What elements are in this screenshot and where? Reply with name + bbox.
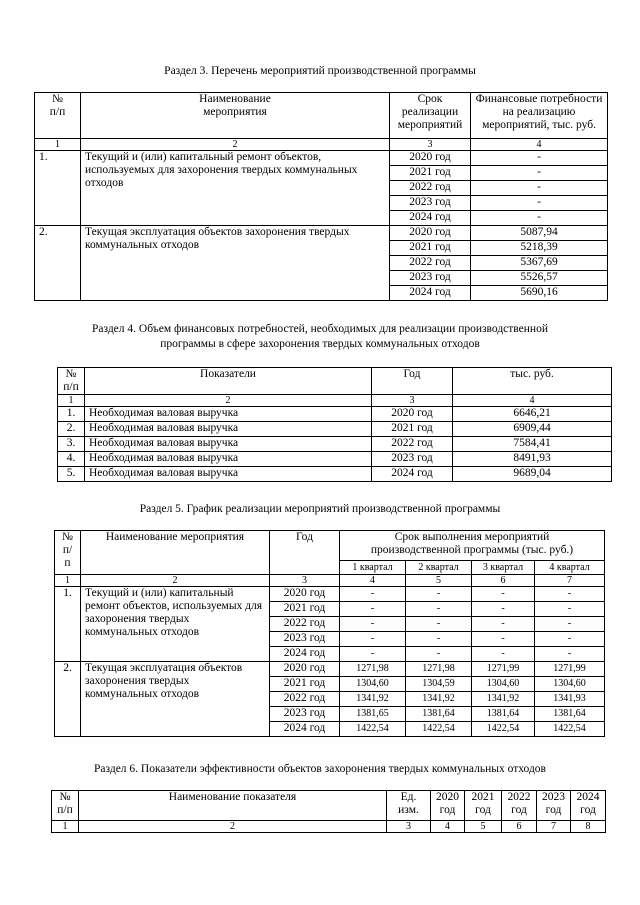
- s3-year: 2022 год: [390, 256, 471, 271]
- s3-colnum: 1: [35, 139, 81, 151]
- s4-row-num: 3.: [58, 437, 85, 452]
- s5-q-value: -: [406, 632, 472, 647]
- s6-header-name: Наименование показателя: [79, 791, 387, 821]
- s5-year: 2023 год: [270, 707, 340, 722]
- s5-q-value: 1381,64: [535, 707, 605, 722]
- s5-q-value: -: [340, 617, 406, 632]
- s3-value: 5218,39: [471, 241, 608, 256]
- s3-value: 5367,69: [471, 256, 608, 271]
- s5-year: 2021 год: [270, 602, 340, 617]
- s3-year: 2024 год: [390, 211, 471, 226]
- s5-q-value: 1422,54: [406, 722, 472, 737]
- s3-row-name: Текущий и (или) капитальный ремонт объектов, используемых для захоронения твердых коммунальных отходов: [81, 151, 390, 226]
- section3-table: [34, 92, 608, 301]
- s3-value: 5526,57: [471, 271, 608, 286]
- s4-row-name: Необходимая валовая выручка: [85, 422, 372, 437]
- s4-row-value: 8491,93: [453, 452, 612, 467]
- s3-year: 2020 год: [390, 226, 471, 241]
- s5-q-value: -: [406, 587, 472, 602]
- s5-row-num: 1.: [55, 587, 81, 662]
- s5-q-value: -: [340, 632, 406, 647]
- s5-quarter: 1 квартал: [340, 561, 406, 575]
- s3-colnum: 3: [390, 139, 471, 151]
- s4-row-num: 5.: [58, 467, 85, 482]
- s3-row-num: 1.: [35, 151, 81, 226]
- s5-q-value: -: [535, 587, 605, 602]
- s5-q-value: -: [406, 647, 472, 662]
- s5-q-value: 1271,98: [406, 662, 472, 677]
- s6-header-num: № п/п: [52, 791, 79, 821]
- s6-colnum: 1: [52, 821, 79, 833]
- s4-row-year: 2024 год: [372, 467, 453, 482]
- s5-q-value: -: [472, 602, 535, 617]
- s4-row-name: Необходимая валовая выручка: [85, 437, 372, 452]
- s3-year: 2021 год: [390, 241, 471, 256]
- s5-quarter: 4 квартал: [535, 561, 605, 575]
- s5-q-value: -: [340, 587, 406, 602]
- s5-year: 2020 год: [270, 662, 340, 677]
- s6-colnum: 4: [431, 821, 465, 833]
- s3-year: 2023 год: [390, 271, 471, 286]
- s5-year: 2021 год: [270, 677, 340, 692]
- s6-header-year: 2022 год: [502, 791, 537, 821]
- s3-year: 2024 год: [390, 286, 471, 301]
- s4-row-year: 2020 год: [372, 407, 453, 422]
- s5-header-schedule: Срок выполнения мероприятий производственной программы (тыс. руб.): [340, 531, 605, 561]
- s5-q-value: -: [472, 647, 535, 662]
- s5-colnum: 4: [340, 575, 406, 587]
- s4-row-name: Необходимая валовая выручка: [85, 407, 372, 422]
- s4-header-year: Год: [372, 368, 453, 395]
- s5-q-value: 1304,60: [340, 677, 406, 692]
- s4-row-name: Необходимая валовая выручка: [85, 452, 372, 467]
- s5-q-value: -: [535, 632, 605, 647]
- section6-title: Раздел 6. Показатели эффективности объектов захоронения твердых коммунальных отходов: [94, 763, 546, 775]
- s5-q-value: 1422,54: [340, 722, 406, 737]
- s5-q-value: 1271,99: [535, 662, 605, 677]
- s6-colnum: 5: [465, 821, 502, 833]
- s6-header-year: 2024 год: [571, 791, 606, 821]
- s3-colnum: 2: [81, 139, 390, 151]
- section5-title: Раздел 5. График реализации мероприятий производственной программы: [139, 503, 501, 515]
- s5-year: 2022 год: [270, 692, 340, 707]
- s5-quarter: 3 квартал: [472, 561, 535, 575]
- s3-header-name: Наименование мероприятия: [81, 93, 390, 139]
- s4-row-num: 4.: [58, 452, 85, 467]
- s5-q-value: 1271,99: [472, 662, 535, 677]
- s6-header-year: 2021 год: [465, 791, 502, 821]
- s4-row-num: 2.: [58, 422, 85, 437]
- s5-colnum: 6: [472, 575, 535, 587]
- s5-q-value: -: [340, 647, 406, 662]
- s5-q-value: 1304,60: [535, 677, 605, 692]
- s5-q-value: -: [472, 587, 535, 602]
- s5-q-value: 1381,65: [340, 707, 406, 722]
- s5-row-num: 2.: [55, 662, 81, 737]
- s6-header-year: 2023 год: [537, 791, 571, 821]
- s5-q-value: 1341,92: [472, 692, 535, 707]
- s5-q-value: 1304,59: [406, 677, 472, 692]
- s5-header-name: Наименование мероприятия: [81, 531, 270, 575]
- s5-q-value: 1422,54: [472, 722, 535, 737]
- s5-q-value: -: [535, 617, 605, 632]
- s5-colnum: 3: [270, 575, 340, 587]
- s4-header-num: № п/п: [58, 368, 85, 395]
- s5-q-value: 1341,92: [340, 692, 406, 707]
- s6-header-unit: Ед. изм.: [387, 791, 431, 821]
- s4-colnum: 2: [85, 395, 372, 407]
- s5-colnum: 2: [81, 575, 270, 587]
- s4-row-year: 2023 год: [372, 452, 453, 467]
- s5-q-value: -: [535, 602, 605, 617]
- s5-q-value: -: [406, 602, 472, 617]
- s6-colnum: 8: [571, 821, 606, 833]
- s4-row-value: 6646,21: [453, 407, 612, 422]
- section3-title: Раздел 3. Перечень мероприятий производственной программы: [164, 65, 476, 77]
- s5-q-value: 1271,98: [340, 662, 406, 677]
- section4-table: [57, 367, 612, 482]
- s5-row-name: Текущая эксплуатация объектов захоронения твердых коммунальных отходов: [81, 662, 270, 737]
- s5-q-value: -: [406, 617, 472, 632]
- s3-colnum: 4: [471, 139, 608, 151]
- s4-row-num: 1.: [58, 407, 85, 422]
- s5-colnum: 1: [55, 575, 81, 587]
- s4-colnum: 1: [58, 395, 85, 407]
- s6-header-year: 2020 год: [431, 791, 465, 821]
- s3-value: 5087,94: [471, 226, 608, 241]
- s4-row-year: 2021 год: [372, 422, 453, 437]
- s5-q-value: -: [472, 632, 535, 647]
- s5-q-value: 1304,60: [472, 677, 535, 692]
- s5-colnum: 5: [406, 575, 472, 587]
- s4-row-name: Необходимая валовая выручка: [85, 467, 372, 482]
- s5-year: 2024 год: [270, 647, 340, 662]
- s5-year: 2022 год: [270, 617, 340, 632]
- s4-row-value: 7584,41: [453, 437, 612, 452]
- s5-year: 2020 год: [270, 587, 340, 602]
- s3-value: -: [471, 181, 608, 196]
- s3-value: 5690,16: [471, 286, 608, 301]
- s4-header-value: тыс. руб.: [453, 368, 612, 395]
- s6-colnum: 2: [79, 821, 387, 833]
- s5-quarter: 2 квартал: [406, 561, 472, 575]
- s5-q-value: 1341,93: [535, 692, 605, 707]
- s3-value: -: [471, 151, 608, 166]
- section6-table: [51, 790, 606, 833]
- s5-q-value: -: [535, 647, 605, 662]
- s3-row-num: 2.: [35, 226, 81, 301]
- s4-row-value: 9689,04: [453, 467, 612, 482]
- section4-title: Раздел 4. Объем финансовых потребностей, необходимых для реализации производственной программы в сфере захоронения твердых коммунальных отходов: [92, 323, 548, 350]
- s5-year: 2024 год: [270, 722, 340, 737]
- s4-row-value: 6909,44: [453, 422, 612, 437]
- s3-value: -: [471, 196, 608, 211]
- s3-year: 2022 год: [390, 181, 471, 196]
- s3-header-term: Срок реализации мероприятий: [390, 93, 471, 139]
- section5-table: [54, 530, 605, 737]
- s5-colnum: 7: [535, 575, 605, 587]
- s5-year: 2023 год: [270, 632, 340, 647]
- s3-year: 2021 год: [390, 166, 471, 181]
- s5-header-year: Год: [270, 531, 340, 575]
- s3-row-name: Текущая эксплуатация объектов захоронения твердых коммунальных отходов: [81, 226, 390, 301]
- s6-colnum: 7: [537, 821, 571, 833]
- s3-header-num: № п/п: [35, 93, 81, 139]
- s5-q-value: -: [340, 602, 406, 617]
- s4-row-year: 2022 год: [372, 437, 453, 452]
- s5-q-value: -: [472, 617, 535, 632]
- s5-q-value: 1381,64: [406, 707, 472, 722]
- s4-colnum: 4: [453, 395, 612, 407]
- s3-value: -: [471, 211, 608, 226]
- s5-q-value: 1381,64: [472, 707, 535, 722]
- s4-header-indicator: Показатели: [85, 368, 372, 395]
- s5-q-value: 1341,92: [406, 692, 472, 707]
- s3-value: -: [471, 166, 608, 181]
- s6-colnum: 6: [502, 821, 537, 833]
- s3-year: 2020 год: [390, 151, 471, 166]
- s6-colnum: 3: [387, 821, 431, 833]
- s3-year: 2023 год: [390, 196, 471, 211]
- s3-header-finance: Финансовые потребности на реализацию мероприятий, тыс. руб.: [471, 93, 608, 139]
- s5-q-value: 1422,54: [535, 722, 605, 737]
- s4-colnum: 3: [372, 395, 453, 407]
- s5-header-num: № п/ п: [55, 531, 81, 575]
- s5-row-name: Текущий и (или) капитальный ремонт объектов, используемых для захоронения твердых коммунальных отходов: [81, 587, 270, 662]
